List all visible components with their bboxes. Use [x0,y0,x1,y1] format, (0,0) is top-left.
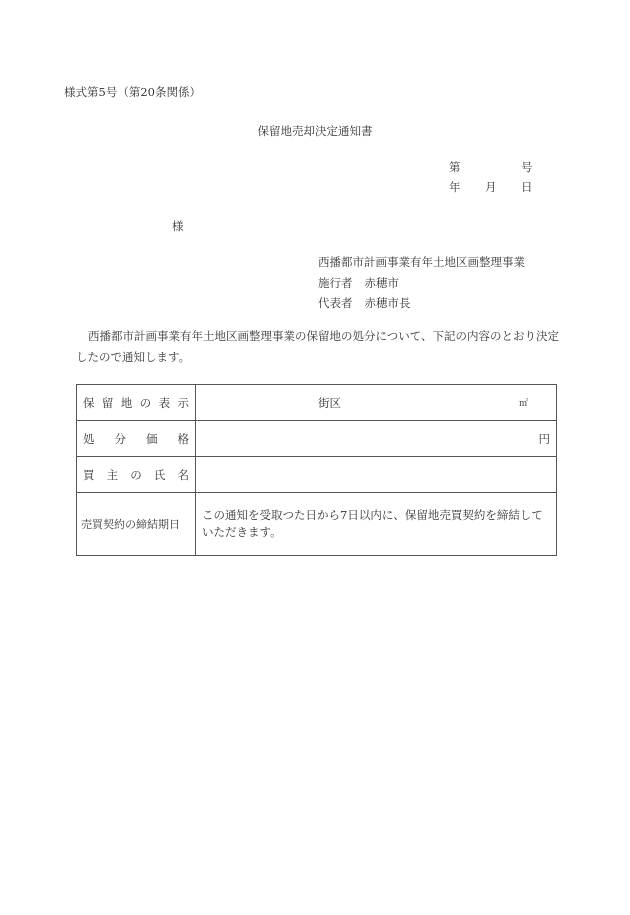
date-year: 年 [449,180,461,194]
representative-name: 赤穂市長 [364,296,411,310]
currency-unit: 円 [538,431,550,446]
label-buyer-name: 買 主 の 氏 名 [77,457,196,493]
issuer-project: 西播都市計画事業有年土地区画整理事業 [318,255,525,269]
label-reserved-land: 保 留 地 の 表 示 [77,385,196,421]
block-label: 街区 [318,395,341,410]
label-price: 処 分 価 格 [77,421,196,457]
number-prefix: 第 [449,160,461,174]
value-contract-deadline: この通知を受取つた日から7日以内に、保留地売買契約を締結していただきます。 [196,493,557,556]
area-unit: ㎡ [518,399,528,409]
label-contract-deadline: 売買契約の締結期日 [77,493,196,556]
date-month: 月 [485,180,497,194]
document-title: 保留地売却決定通知書 [257,124,373,138]
executor-label: 施行者 [318,276,353,290]
value-price[interactable] [196,421,557,457]
notice-body: 西播都市計画事業有年土地区画整理事業の保留地の処分について、下記の内容のとおり決定したので通知します。 [76,329,560,364]
table-row [77,493,557,556]
table-row [77,421,557,457]
executor-name: 赤穂市 [364,276,399,290]
representative-label: 代表者 [318,296,353,310]
table-row [77,385,557,421]
issuer-executor [318,275,399,291]
form-number: 様式第5号（第20条関係） [64,85,201,99]
details-table [76,384,557,556]
number-suffix: 号 [521,160,533,174]
value-reserved-land[interactable] [196,385,557,421]
value-buyer-name[interactable] [196,457,557,493]
addressee-honorific: 様 [172,219,184,233]
date-day: 日 [521,180,533,194]
issuer-representative [318,295,411,311]
table-row [77,457,557,493]
